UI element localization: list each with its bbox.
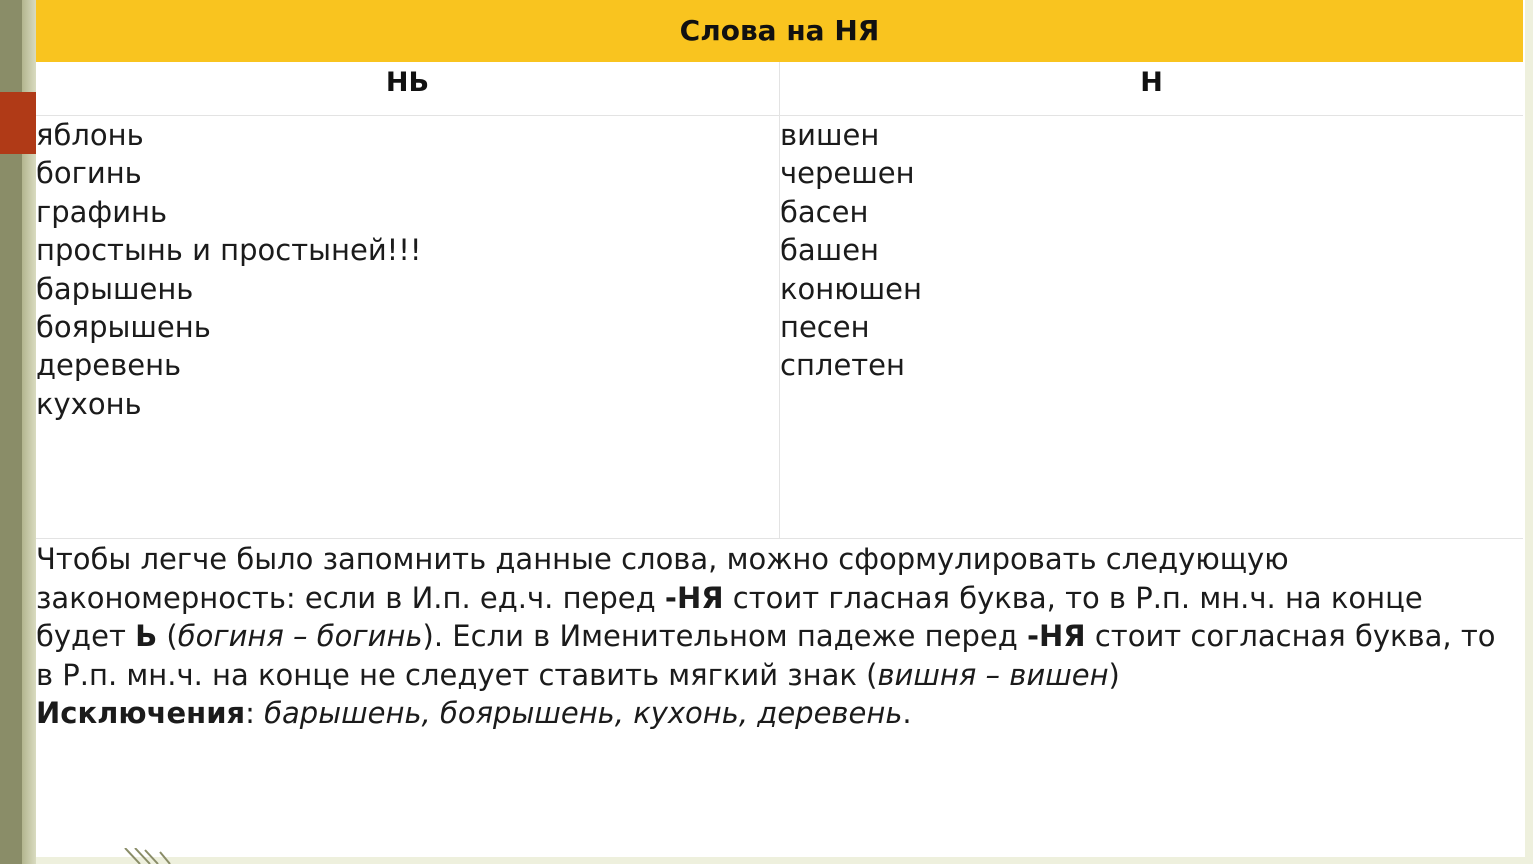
example-text: богиня – богинь [177,619,423,653]
list-item: деревень [36,348,182,383]
list-item: вишен [780,118,880,152]
list-item: графинь [36,194,168,229]
accent-bar [0,92,36,154]
list-item: барышень [36,271,194,306]
exceptions-list: барышень, боярышень, кухонь, деревень [264,696,903,730]
list-item: конюшен [780,271,922,306]
list-item: басен [780,194,869,229]
slide-card [36,0,1525,857]
list-item: простынь и простыней!!! [36,233,422,268]
list-item: богинь [36,156,142,191]
note-text: стоит гласная буква, то в Р.п. мн.ч. на конце будет [36,580,1423,653]
list-item: кухонь [36,386,142,421]
list-item: черешен [780,156,915,191]
soft-sign-highlight: Ь [135,619,158,653]
word-list-nj [36,116,422,423]
note-text: Чтобы легче было запомнить данные слова, можно сформулировать следующую закономерность: если в И.п. ед.ч. перед [36,542,1289,615]
list-item: сплетен [780,348,905,383]
ending-highlight: -НЯ [664,580,724,615]
example-text: вишня – вишен [877,657,1109,692]
note-text: стоит согласная буква, то в Р.п. мн.ч. на конце не следует ставить мягкий знак ( [36,619,1496,692]
table-title: Слова на НЯ [36,0,1523,62]
word-list-n [780,116,922,385]
list-item: башен [780,233,879,268]
exceptions-label: Исключения [36,696,246,730]
ending-highlight: -НЯ [1027,619,1086,653]
column-header-nj: НЬ [385,67,430,98]
table-bottom-border [36,538,1523,539]
list-item: боярышень [36,310,211,345]
note-text: : [245,696,265,730]
note-text: ) [1108,657,1120,692]
note-text: ( [157,619,178,653]
list-item: песен [780,310,870,345]
rule-explanation [36,540,1511,733]
column-header-n: Н [1140,67,1163,98]
list-item: яблонь [36,118,144,152]
note-text: . [902,696,912,730]
note-text: ). Если в Именительном падеже перед [422,619,1027,653]
decorative-lines-icon [120,848,190,864]
